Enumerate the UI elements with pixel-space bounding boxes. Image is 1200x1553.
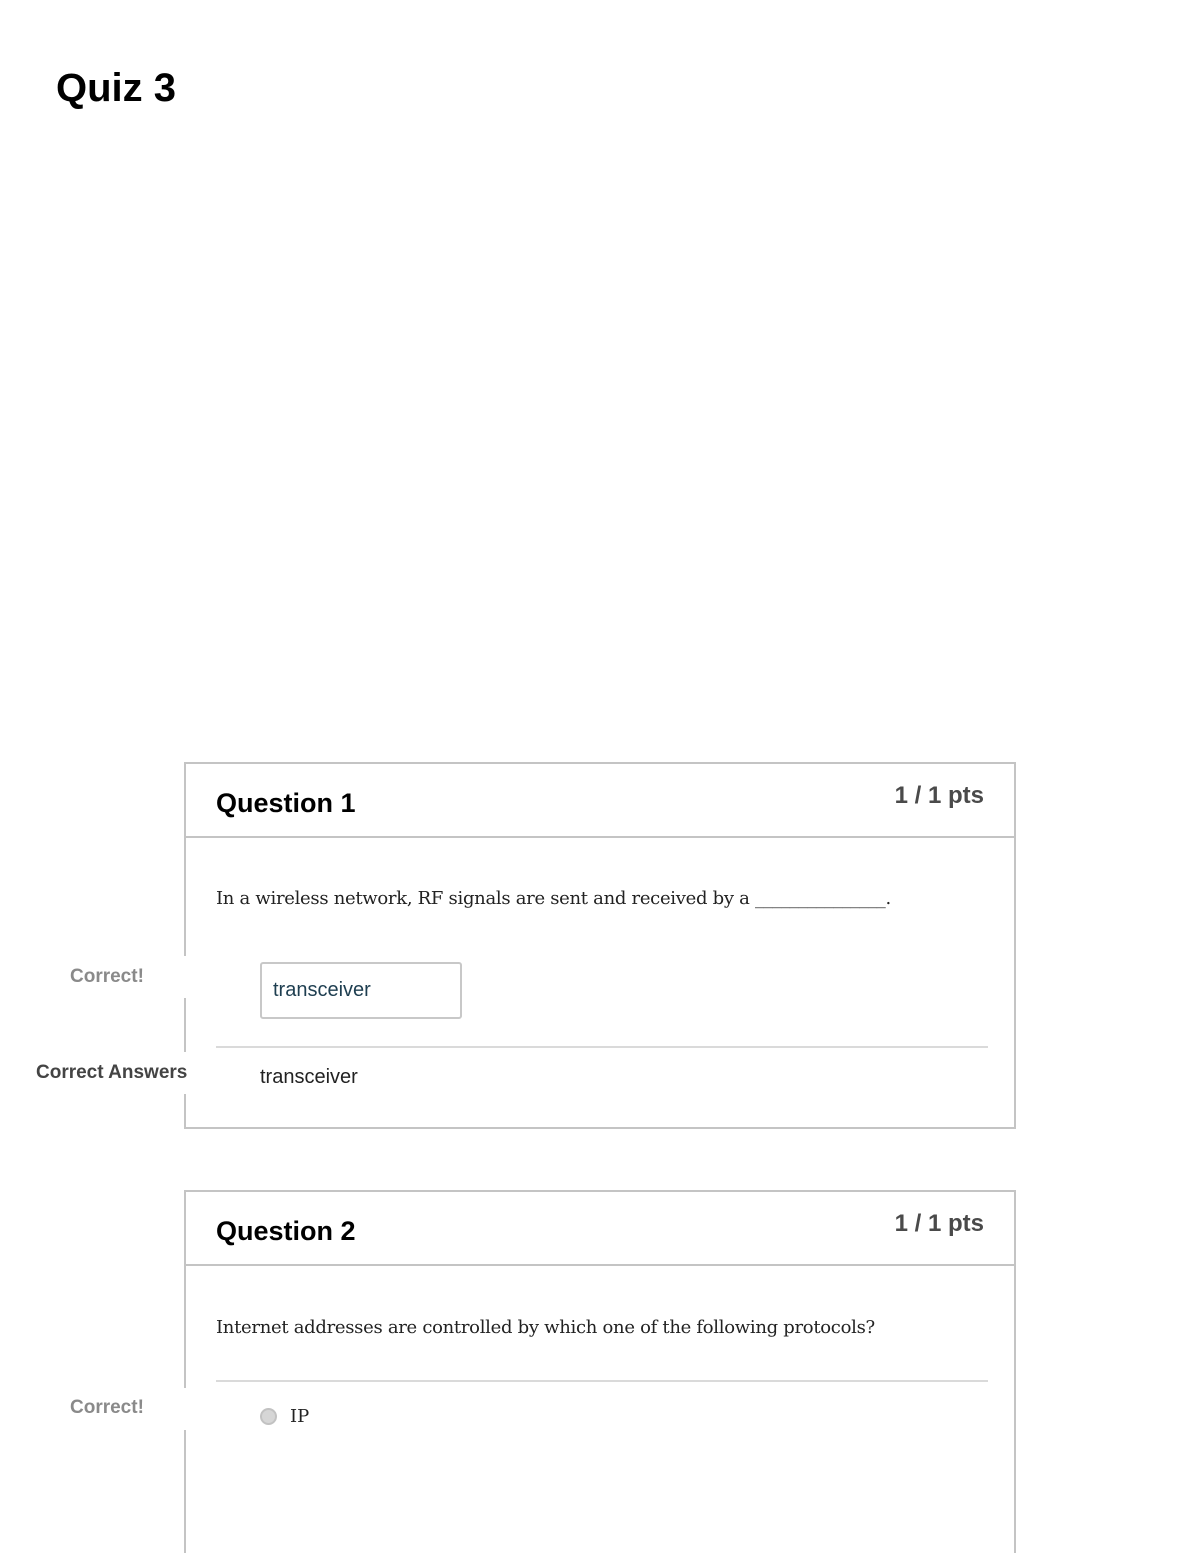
correct-label: Correct! [70,966,152,988]
question-header [186,1192,1014,1266]
question-card-1 [184,762,1016,1129]
correct-answer-value: transceiver [260,1066,358,1088]
question-card-2 [184,1190,1016,1553]
radio-selected-icon[interactable] [260,1408,277,1425]
correct-answers-label: Correct Answers [36,1062,188,1083]
question-points: 1 / 1 pts [894,782,984,809]
divider [216,1380,988,1382]
divider [216,1046,988,1048]
correct-label: Correct! [70,1397,152,1419]
option-label: IP [290,1406,310,1427]
page-title: Quiz 3 [56,66,177,110]
border-gap [182,1388,188,1430]
question-text: In a wireless network, RF signals are sent and received by a _______________. [216,888,891,909]
answer-option-ip[interactable] [260,1406,309,1427]
border-gap [182,956,188,998]
question-title: Question 1 [216,788,356,818]
question-title: Question 2 [216,1216,356,1246]
question-header [186,764,1014,838]
question-text: Internet addresses are controlled by which one of the following protocols? [216,1317,875,1338]
answer-input: transceiver [260,962,462,1019]
question-points: 1 / 1 pts [894,1210,984,1237]
